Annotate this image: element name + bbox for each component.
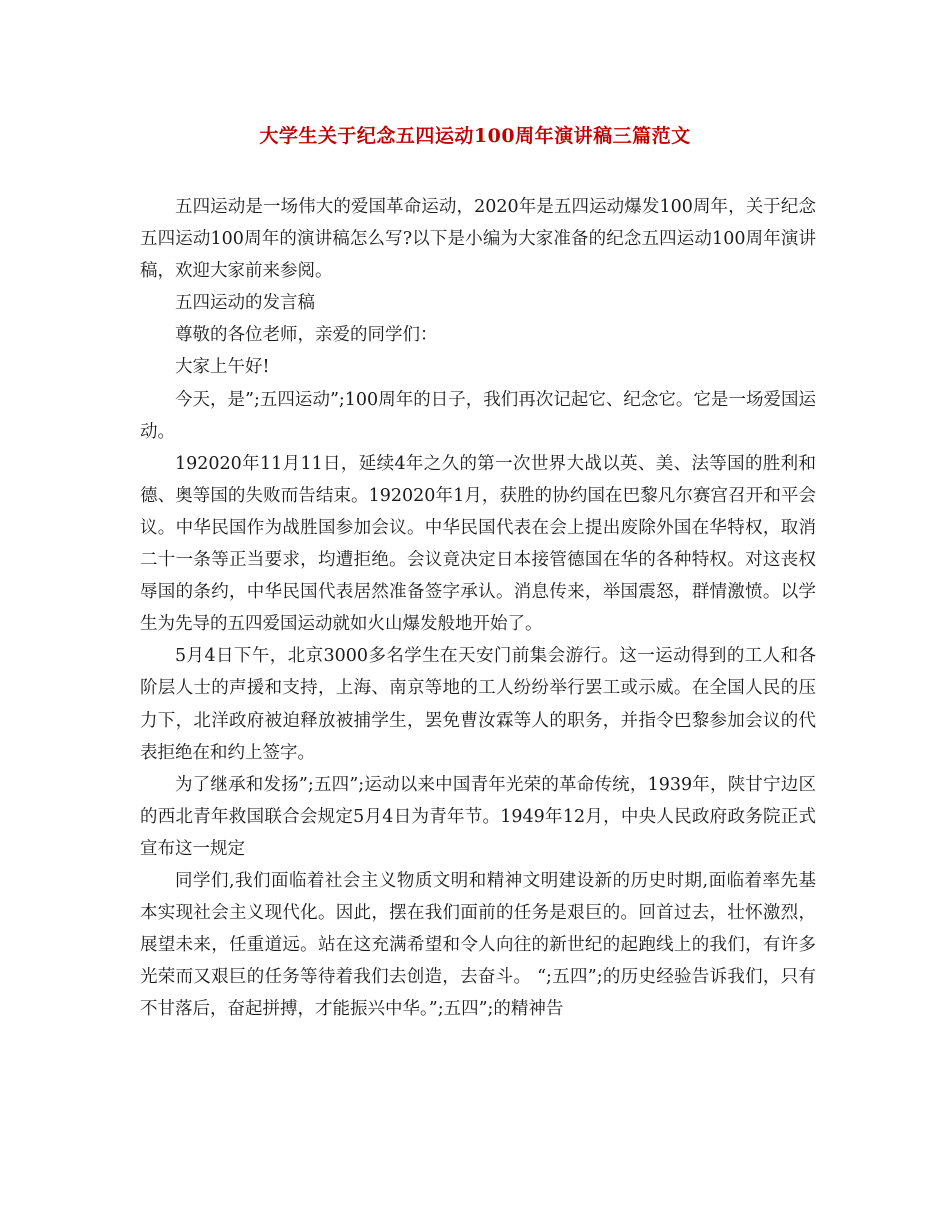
body-paragraph: 5月4日下午，北京3000多名学生在天安门前集会游行。这一运动得到的工人和各阶层人士的声援和支持，上海、南京等地的工人纷纷举行罢工或示威。在全国人民的压力下，北洋政府被迫释放被捕学生，罢免曹汝霖等人的职务，并指令巴黎参加会议的代表拒绝在和约上签字。 bbox=[140, 646, 816, 763]
body-paragraph: 今天，是”;五四运动”;100周年的日子，我们再次记起它、纪念它。它是一场爱国运动。 bbox=[140, 389, 816, 442]
body-paragraph: 192020年11月11日，延续4年之久的第一次世界大战以英、美、法等国的胜利和德、奥等国的失败而告结束。192020年1月，获胜的协约国在巴黎凡尔赛宫召开和平会议。中华民国作为战胜国参加会议。中华民国代表在会上提出废除外国在华特权，取消二十一条等正当要求，均遭拒绝。会议竟决定日本接管德国在华的各种特权。对这丧权辱国的条约，中华民国代表居然准备签字承认。消息传来，举国震怒，群情激愤。以学生为先导的五四爱国运动就如火山爆发般地开始了。 bbox=[140, 453, 816, 635]
document-title: 大学生关于纪念五四运动100周年演讲稿三篇范文 bbox=[259, 125, 691, 147]
speech-heading: 五四运动的发言稿 bbox=[175, 293, 315, 314]
body-paragraph: 为了继承和发扬”;五四”;运动以来中国青年光荣的革命传统，1939年，陕甘宁边区的西北青年救国联合会规定5月4日为青年节。1949年12月，中央人民政府政务院正式宣布这一规定 bbox=[140, 774, 816, 859]
body-paragraph: 同学们,我们面临着社会主义物质文明和精神文明建设新的历史时期,面临着率先基本实现社会主义现代化。因此，摆在我们面前的任务是艰巨的。回首过去，壮怀激烈，展望未来，任重道远。站在这充满希望和令人向往的新世纪的起跑线上的我们，有许多光荣而又艰巨的任务等待着我们去创造，去奋斗。 “;五四”;的历史经验告诉我们，只有不甘落后，奋起拼搏，才能振兴中华。”;五四”;的精神告 bbox=[140, 870, 816, 1020]
document-body bbox=[140, 191, 816, 1025]
greeting: 大家上午好! bbox=[175, 357, 270, 378]
salutation: 尊敬的各位老师，亲爱的同学们： bbox=[175, 325, 438, 346]
intro-paragraph: 五四运动是一场伟大的爱国革命运动，2020年是五四运动爆发100周年，关于纪念五四运动100周年的演讲稿怎么写?以下是小编为大家准备的纪念五四运动100周年演讲稿，欢迎大家前来参阅。 bbox=[140, 197, 816, 282]
